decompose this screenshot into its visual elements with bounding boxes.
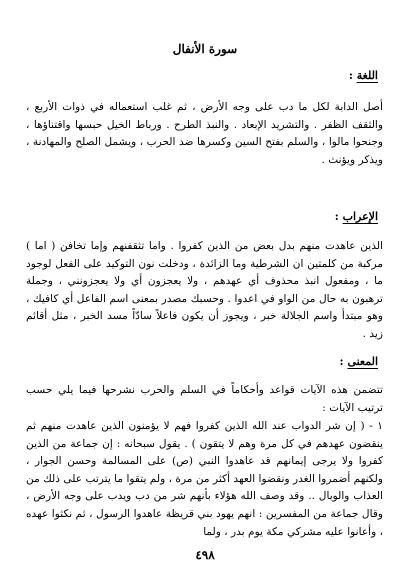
maana-heading <box>340 355 378 368</box>
irab-text: الذين عاهدت منهم بدل بعض من الذين كفروا . واما تثقفنهم وإما تخافن ( اما ) مركبة من كلمتين ان الشرطية وما الزائدة ، ودخلت نون التوكيد على الفعل لوجود ما ، ومفعول انبذ محذوف أي عهدهم ، ولا يعجزون أي ولا يعجزونني ، وجملة ترهبون به حال من الواو في اعدوا . وحسبك مصدر بمعنى اسم الفاعل أي كافيك ، وهو مبتدأ واسم الجلالة خبر ، ويجوز أن يكون فاعلاً سادّاً مسد الخبر ، مثل أقائم زيد . <box>26 240 383 340</box>
page-title: سورة الأنفال <box>172 42 238 56</box>
maana-heading-colon: : <box>339 355 344 368</box>
lugha-text: أصل الدابة لكل ما دب على وجه الأرض ، ثم غلب استعماله في ذوات الأربع ، والثقف الظفر . والتشريد الإبعاد . والنبذ الطرح . ورباط الخيل حبسها واقتناؤها ، وجنحوا مالوا ، والسلم بفتح السين وكسرها ضد الحرب ، ويشمل الصلح والمهادنة ، ويذكر ويؤنث . <box>26 101 383 166</box>
lugha-heading-colon: : <box>348 69 353 82</box>
maana-heading-label: المعنى <box>347 355 378 368</box>
page-number: ٤٩٨ <box>195 548 215 562</box>
lugha-heading <box>349 69 378 82</box>
maana-text: ١ - ( إن شر الدواب عند الله الذين كفروا فهم لا يؤمنون الذين عاهدت منهم ثم ينقضون عهدهم في كل مرة وهم لا يتقون ) . يقول سبحانه : إن جماعة من الذين كفروا ولا يرجى إيمانهم قد عاهدوا النبي (ص) على المسالمة وحسن الجوار ، ولكنهم أضمروا الغدر ونقضوا العهد أكثر من مرة ، ولم يتقوا ما يترتب على ذلك من العذاب والوبال .. وقد وصف الله هؤلاء بأنهم شر من دب ويدب على وجه الأرض ، وقال جماعة من المفسرين : انهم يهود بني قريظة عاهدوا الرسول ، ثم نكثوا عهده ، وأعانوا عليه مشركي مكة يوم بدر ، ولما <box>26 420 383 538</box>
maana-intro: تتضمن هذه الآيات قواعد وأحكاماً في السلم والحرب نشرحها فيما يلي حسب ترتيب الآيات : <box>26 384 383 414</box>
irab-heading-colon: : <box>334 210 339 223</box>
irab-heading-label: الإعراب <box>342 210 378 223</box>
irab-heading <box>335 210 378 223</box>
lugha-heading-label: اللغة <box>356 69 378 82</box>
